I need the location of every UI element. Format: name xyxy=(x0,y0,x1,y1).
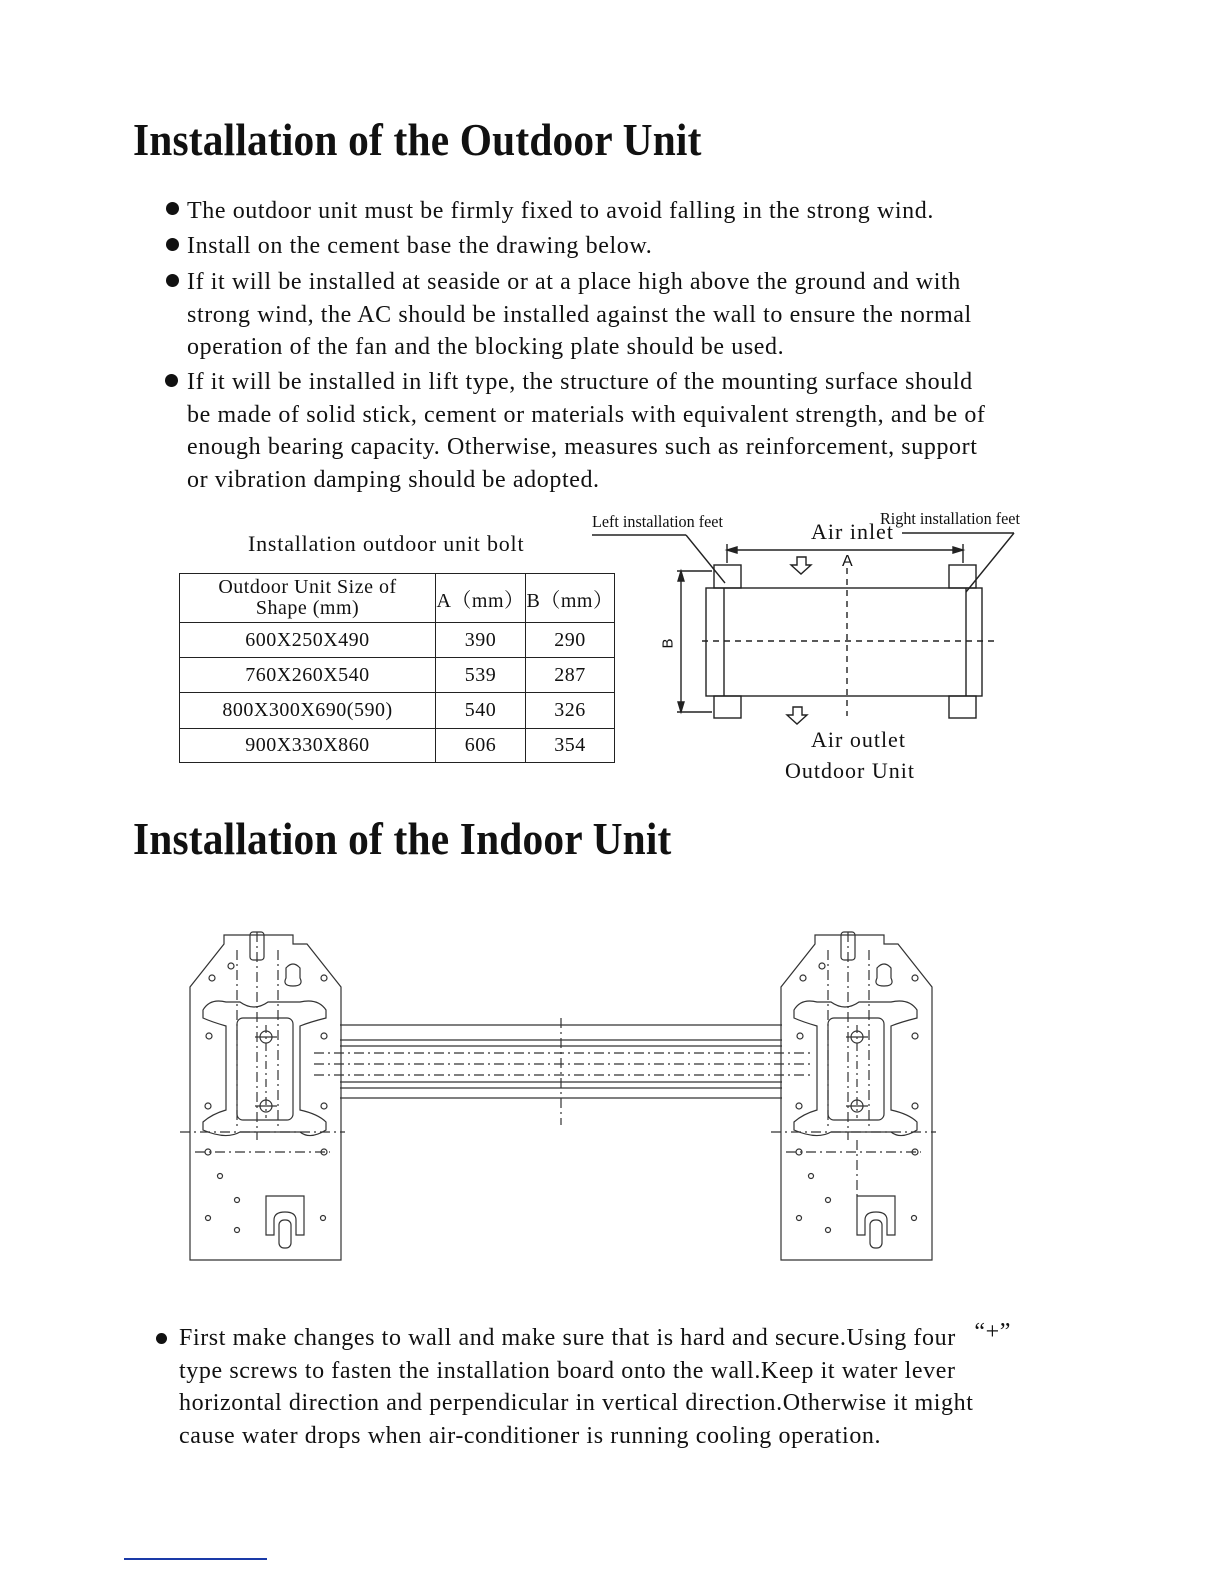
header-b: B（mm） xyxy=(526,574,615,623)
header-size-line-2: Shape (mm) xyxy=(255,597,360,619)
cell-b: 326 xyxy=(526,693,615,729)
bolt-table-title: Installation outdoor unit bolt xyxy=(248,531,525,556)
bullet-text: The outdoor unit must be firmly fixed to avoid falling in the strong wind. xyxy=(187,198,934,224)
cell-size: 900X330X860 xyxy=(180,729,436,763)
bullet-text: type screws to fasten the installation board onto the wall.Keep it water lever xyxy=(179,1357,956,1384)
dim-a-label: A xyxy=(842,553,853,570)
bullet-text: strong wind, the AC should be installed against the wall to ensure the normal xyxy=(187,301,972,328)
bullet-text: operation of the fan and the blocking plate should be used. xyxy=(187,334,785,360)
bullet-text: horizontal direction and perpendicular in vertical direction.Otherwise it might xyxy=(179,1390,974,1416)
bullet-dot xyxy=(156,1333,167,1344)
header-a: A（mm） xyxy=(436,574,526,623)
left-bracket xyxy=(180,932,345,1260)
cell-size: 600X250X490 xyxy=(180,623,436,658)
cell-b: 287 xyxy=(526,658,615,693)
outdoor-heading: Installation of the Outdoor Unit xyxy=(133,114,702,165)
right-bracket xyxy=(771,932,936,1260)
cell-a: 390 xyxy=(436,623,526,658)
screw-type-mark: “+” xyxy=(974,1319,1012,1345)
indoor-heading: Installation of the Indoor Unit xyxy=(133,813,672,864)
bullet-text: cause water drops when air-conditioner is running cooling operation. xyxy=(179,1422,882,1449)
outdoor-unit-caption: Outdoor Unit xyxy=(785,758,915,783)
bullet-text: Install on the cement base the drawing below. xyxy=(187,233,653,259)
cell-a: 540 xyxy=(436,693,526,729)
cell-b: 354 xyxy=(526,729,615,763)
bullet-text: enough bearing capacity. Otherwise, measures such as reinforcement, support xyxy=(187,434,978,460)
cell-size: 800X300X690(590) xyxy=(180,693,436,729)
bullet-text: If it will be installed in lift type, the structure of the mounting surface should xyxy=(187,369,973,395)
cell-b: 290 xyxy=(526,623,615,658)
air-inlet-label: Air inlet xyxy=(811,519,894,544)
header-size-line-1: Outdoor Unit Size of xyxy=(218,576,397,598)
cell-size: 760X260X540 xyxy=(180,658,436,693)
indoor-bullet xyxy=(179,1319,1012,1452)
bullet-text: be made of solid stick, cement or materials with equivalent strength, and be of xyxy=(187,401,986,428)
left-feet-label: Left installation feet xyxy=(592,512,723,531)
bullet-text: First make changes to wall and make sure that is hard and secure.Using four xyxy=(179,1325,956,1351)
right-feet-label: Right installation feet xyxy=(880,509,1020,528)
cell-a: 606 xyxy=(436,729,526,763)
indoor-bullet-line-1 xyxy=(179,1319,1012,1355)
dim-b-label: B xyxy=(659,638,677,649)
bullet-text: or vibration damping should be adopted. xyxy=(187,466,600,493)
footer-rule xyxy=(124,1558,267,1560)
bullet-text: If it will be installed at seaside or at a place high above the ground and with xyxy=(187,269,961,295)
air-outlet-label: Air outlet xyxy=(811,727,906,752)
cell-a: 539 xyxy=(436,658,526,693)
